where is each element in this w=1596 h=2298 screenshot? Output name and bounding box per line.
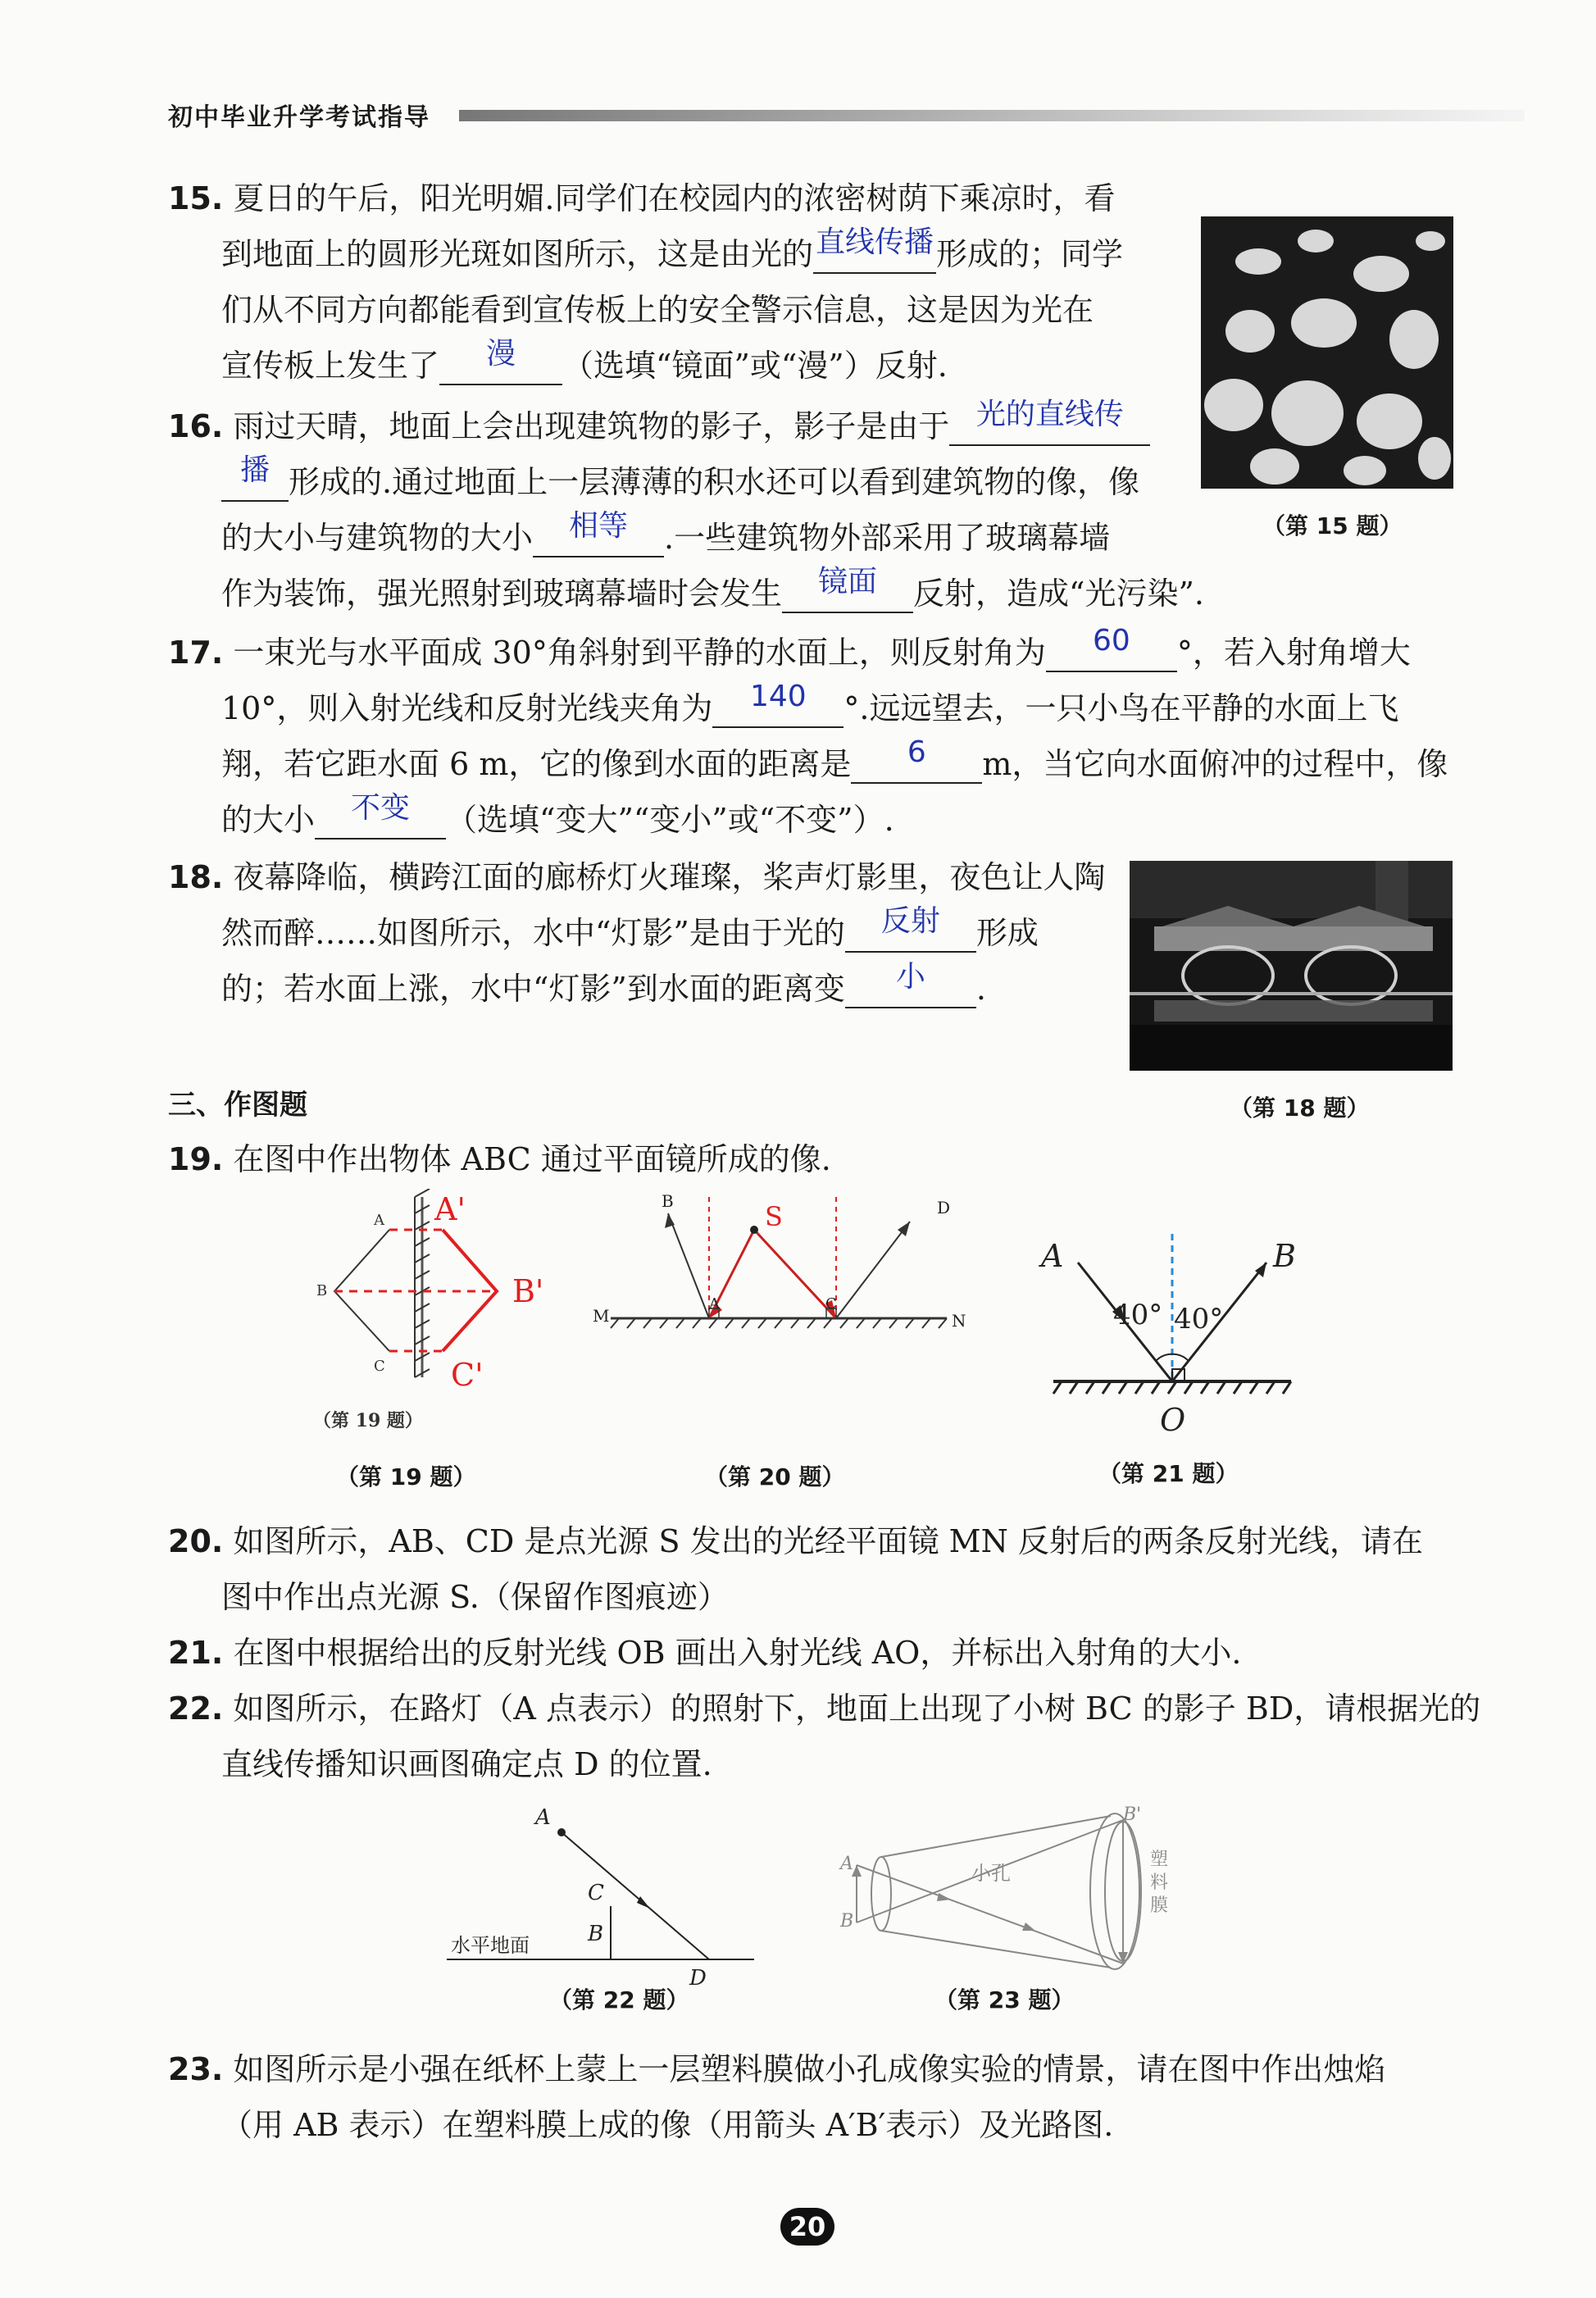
q15-line-2: 到地面上的圆形光斑如图所示，这是由光的 直线传播 形成的；同学: [221, 225, 1124, 272]
q22-caption: （第 22 题）: [549, 1986, 689, 2014]
q17-line-1: 17. 一束光与水平面成 30°角斜射到平静的水面上，则反射角为 60 °，若入射角增大: [168, 624, 1411, 671]
label-c: C: [374, 1358, 385, 1375]
label-b: B: [662, 1191, 674, 1211]
label-a: A: [709, 1295, 720, 1313]
q15-blank-1: 直线传播: [813, 239, 936, 274]
q23-line-2: （用 AB 表示）在塑料膜上成的像（用箭头 A′B′表示）及光路图.: [221, 2107, 1114, 2143]
label-b: B: [840, 1911, 854, 1932]
angle-incidence: 40°: [1113, 1299, 1163, 1331]
q18-blank-1: 反射: [845, 918, 976, 953]
incident-rays: [709, 1230, 836, 1318]
q21-caption: （第 21 题）: [1098, 1460, 1239, 1487]
q18-blank-2: 小: [845, 974, 976, 1008]
label-c: C: [588, 1881, 604, 1905]
figure-19-inner-caption: （第 19 题）: [313, 1410, 423, 1431]
ground-label: 水平地面: [451, 1934, 530, 1957]
q23-line-1: 23. 如图所示是小强在纸杯上蒙上一层塑料膜做小孔成像实验的情景，请在图中作出烛焰: [168, 2051, 1386, 2087]
label-b: B: [316, 1282, 328, 1299]
q17-number: 17.: [168, 635, 224, 671]
label-a: A: [535, 1805, 551, 1830]
q17-line-2: 10°，则入射光线和反射光线夹角为 140 °.远远望去，一只小鸟在平静的水面上飞: [221, 680, 1399, 726]
label-b-prime: B': [512, 1273, 544, 1309]
label-b: B: [588, 1922, 604, 1946]
page-number: 20: [780, 2208, 834, 2246]
q15-photo-light-spots: [1201, 216, 1453, 489]
label-b: B: [1273, 1238, 1296, 1274]
figure-22: [447, 1800, 758, 1996]
q23-caption: （第 23 题）: [934, 1986, 1075, 2014]
q15-blank-2: 漫: [439, 351, 562, 385]
film-label-3: 膜: [1150, 1895, 1169, 1916]
q21-line: 21. 在图中根据给出的反射光线 OB 画出入射光线 AO，并标出入射角的大小.: [168, 1635, 1242, 1671]
q20-line-1: 20. 如图所示，AB、CD 是点光源 S 发出的光经平面镜 MN 反射后的两条反射光线，请在: [168, 1523, 1423, 1559]
label-d: D: [937, 1198, 951, 1217]
q16-blank-2: 相等: [533, 523, 664, 557]
q22-line-1: 22. 如图所示，在路灯（A 点表示）的照射下，地面上出现了小树 BC 的影子 BD，请根据光的: [168, 1691, 1481, 1727]
label-c-prime: C': [451, 1357, 484, 1393]
q15-line-1: 15. 夏日的午后，阳光明媚.同学们在校园内的浓密树荫下乘凉时，看: [168, 180, 1116, 216]
label-m: M: [593, 1306, 610, 1326]
label-a: A: [1041, 1238, 1064, 1274]
q20-line-2: 图中作出点光源 S.（保留作图痕迹）: [221, 1579, 729, 1615]
q17-line-4: 的大小 不变 （选填“变大”“变小”或“不变”）.: [221, 791, 894, 838]
figure-21: [1037, 1230, 1307, 1443]
q18-line-2: 然而醉……如图所示，水中“灯影”是由于光的 反射 形成: [221, 904, 1039, 951]
figure-19: [303, 1189, 574, 1443]
q16-line-2: 播 形成的.通过地面上一层薄薄的积水还可以看到建筑物的像，像: [221, 462, 1139, 502]
q16-blank-1a: 光的直线传: [949, 412, 1150, 446]
light-ray: [562, 1832, 709, 1959]
q20-number: 20.: [168, 1523, 224, 1559]
q22-number: 22.: [168, 1691, 224, 1727]
label-n: N: [952, 1311, 966, 1331]
q19-line: 19. 在图中作出物体 ABC 通过平面镜所成的像.: [168, 1141, 831, 1177]
film-label-2: 料: [1150, 1873, 1169, 1893]
q16-number: 16.: [168, 408, 224, 444]
q18-number: 18.: [168, 859, 224, 895]
q21-number: 21.: [168, 1635, 224, 1671]
point-source-s: [750, 1226, 758, 1234]
label-s: S: [765, 1201, 783, 1232]
q17-blank-4: 不变: [315, 805, 446, 840]
reflected-ray-cd: [836, 1222, 910, 1318]
q16-line-3: 的大小与建筑物的大小 相等 .一些建筑物外部采用了玻璃幕墙: [221, 509, 1111, 556]
q19-caption: （第 19 题）: [336, 1463, 476, 1490]
q18-line-3: 的；若水面上涨，水中“灯影”到水面的距离变 小 .: [221, 960, 986, 1007]
q16-line-4: 作为装饰，强光照射到玻璃幕墙时会发生 镜面 反射，造成“光污染”.: [221, 565, 1204, 612]
q16-blank-1b: 播: [221, 467, 289, 502]
q15-number: 15.: [168, 180, 224, 216]
film-label-1: 塑: [1150, 1850, 1169, 1870]
pinhole-label: 小孔: [971, 1862, 1011, 1885]
running-header: 初中毕业升学考试指导: [168, 103, 430, 132]
q17-blank-1: 60: [1046, 638, 1177, 672]
q19-number: 19.: [168, 1141, 224, 1177]
q15-line-4: 宣传板上发生了 漫 （选填“镜面”或“漫”）反射.: [221, 337, 948, 384]
label-a: A: [374, 1212, 384, 1229]
q23-number: 23.: [168, 2051, 224, 2087]
label-c: C: [825, 1295, 837, 1313]
label-b-prime: B': [1123, 1804, 1142, 1825]
q16-blank-3: 镜面: [782, 579, 913, 613]
lamp-a: [557, 1828, 566, 1836]
q20-caption: （第 20 题）: [705, 1463, 845, 1490]
q22-line-2: 直线传播知识画图确定点 D 的位置.: [221, 1746, 712, 1782]
header-rule: [459, 110, 1525, 121]
label-o: O: [1160, 1402, 1186, 1438]
label-a-prime: A': [434, 1191, 466, 1227]
q15-line-3: 们从不同方向都能看到宣传板上的安全警示信息，这是因为光在: [221, 292, 1094, 328]
q18-line-1: 18. 夜幕降临，横跨江面的廊桥灯火璀璨，桨声灯影里，夜色让人陶: [168, 859, 1106, 895]
label-d: D: [689, 1966, 707, 1991]
label-a: A: [840, 1854, 853, 1874]
q17-blank-3: 6: [851, 749, 982, 784]
q18-caption: （第 18 题）: [1230, 1094, 1370, 1122]
figure-20: [586, 1189, 971, 1336]
figure-23: [832, 1800, 1193, 1980]
reflected-ray-ab: [668, 1213, 709, 1318]
q16-line-1: 16. 雨过天晴，地面上会出现建筑物的影子，影子是由于 光的直线传: [168, 407, 1150, 446]
q15-caption: （第 15 题）: [1262, 512, 1403, 539]
q17-blank-2: 140: [712, 694, 843, 728]
angle-reflection: 40°: [1174, 1303, 1224, 1336]
q18-photo-bridge: [1130, 861, 1453, 1071]
q17-line-3: 翔，若它距水面 6 m，它的像到水面的距离是 6 m，当它向水面俯冲的过程中，像: [221, 735, 1448, 782]
section-title: 三、作图题: [168, 1089, 307, 1122]
